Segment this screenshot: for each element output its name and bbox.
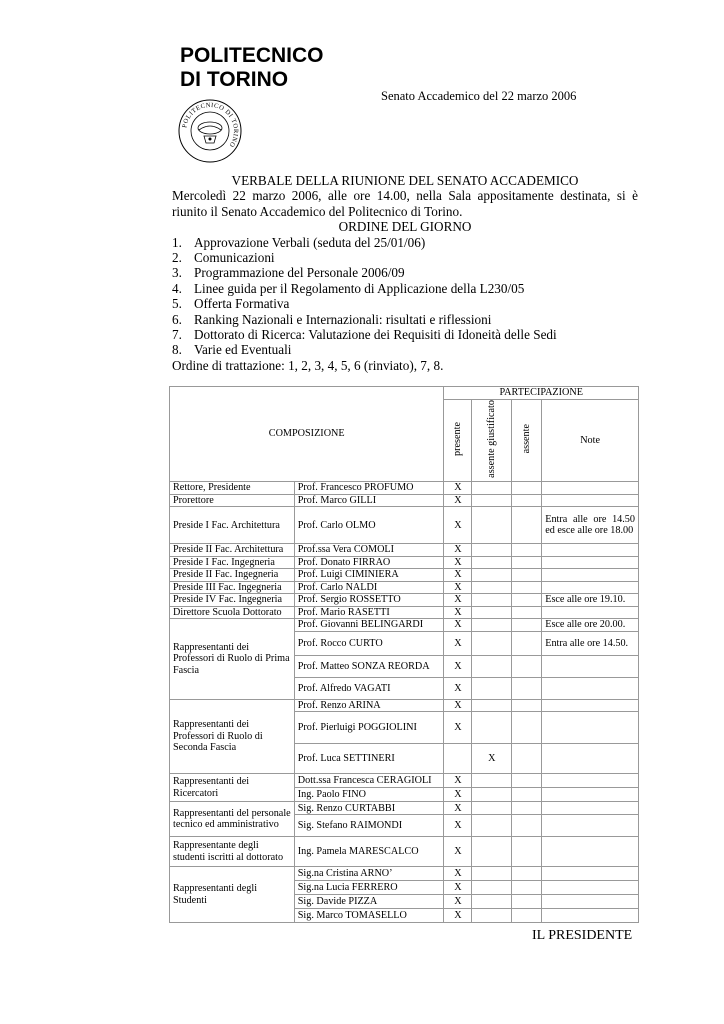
present-cell: X [444, 655, 472, 677]
table-row [170, 619, 639, 632]
note-cell [542, 802, 639, 815]
note-cell [542, 744, 639, 774]
institution-title [180, 44, 324, 92]
justified-cell [472, 482, 512, 495]
justified-cell [472, 712, 512, 744]
note-cell [542, 815, 639, 837]
member-name-cell: Sig. Davide PIZZA [294, 895, 444, 909]
absent-cell [512, 837, 542, 867]
absent-cell [512, 544, 542, 557]
member-name-cell: Prof. Carlo OLMO [294, 507, 444, 544]
agenda-item [172, 342, 638, 357]
absent-cell [512, 631, 542, 655]
member-name-cell: Ing. Paolo FINO [294, 788, 444, 802]
justified-cell [472, 788, 512, 802]
agenda-item-text: Varie ed Eventuali [194, 342, 292, 358]
note-cell [542, 677, 639, 699]
absent-cell [512, 606, 542, 619]
note-cell [542, 909, 639, 923]
role-cell: Prorettore [170, 494, 295, 507]
justified-cell [472, 507, 512, 544]
table-row [170, 594, 639, 607]
role-cell: Preside IV Fac. Ingegneria [170, 594, 295, 607]
member-name-cell: Prof. Renzo ARINA [294, 699, 444, 712]
justified-cell [472, 619, 512, 632]
president-signature: IL PRESIDENTE [532, 928, 633, 943]
agenda-item [172, 312, 638, 327]
agenda-item-number: 7. [172, 327, 182, 343]
absent-cell [512, 699, 542, 712]
note-cell [542, 867, 639, 881]
note-cell: Entra alle ore 14.50 ed esce alle ore 18.00 [542, 507, 639, 544]
present-cell: X [444, 631, 472, 655]
present-cell: X [444, 815, 472, 837]
absent-cell [512, 744, 542, 774]
agenda-list [172, 235, 638, 358]
present-cell: X [444, 494, 472, 507]
agenda-item-number: 2. [172, 250, 182, 266]
table-row [170, 507, 639, 544]
agenda-item [172, 327, 638, 342]
absent-cell [512, 712, 542, 744]
member-name-cell: Prof. Marco GILLI [294, 494, 444, 507]
justified-cell [472, 699, 512, 712]
present-cell [444, 744, 472, 774]
agenda-item [172, 281, 638, 296]
role-cell: Preside II Fac. Architettura [170, 544, 295, 557]
member-name-cell: Prof. Matteo SONZA REORDA [294, 655, 444, 677]
col-notes-header: Note [542, 400, 639, 482]
note-cell [542, 895, 639, 909]
absent-cell [512, 594, 542, 607]
role-cell: Rettore, Presidente [170, 482, 295, 495]
justified-cell [472, 556, 512, 569]
table-row [170, 544, 639, 557]
justified-cell [472, 569, 512, 582]
agenda-order: Ordine di trattazione: 1, 2, 3, 4, 5, 6 (rinviato), 7, 8. [172, 357, 444, 373]
member-name-cell: Ing. Pamela MARESCALCO [294, 837, 444, 867]
agenda-item [172, 235, 638, 250]
table-row [170, 802, 639, 815]
note-cell [542, 494, 639, 507]
agenda-item-text: Approvazione Verbali (seduta del 25/01/06) [194, 234, 426, 250]
absent-cell [512, 815, 542, 837]
col-justified-header: assente giustificato [472, 400, 512, 482]
agenda-item-text: Ranking Nazionali e Internazionali: risultati e riflessioni [194, 311, 492, 327]
table-row [170, 556, 639, 569]
attendance-table [169, 386, 639, 923]
absent-cell [512, 788, 542, 802]
present-cell: X [444, 619, 472, 632]
present-cell: X [444, 881, 472, 895]
absent-cell [512, 556, 542, 569]
agenda-item [172, 265, 638, 280]
role-cell: Preside II Fac. Ingegneria [170, 569, 295, 582]
member-name-cell: Prof. Mario RASETTI [294, 606, 444, 619]
agenda-item-text: Dottorato di Ricerca: Valutazione dei Requisiti di Idoneità delle Sedi [194, 327, 557, 343]
table-row [170, 569, 639, 582]
present-cell: X [444, 712, 472, 744]
table-row [170, 581, 639, 594]
member-name-cell: Sig. Renzo CURTABBI [294, 802, 444, 815]
justified-cell [472, 581, 512, 594]
justified-cell [472, 909, 512, 923]
member-name-cell: Sig.na Cristina ARNO’ [294, 867, 444, 881]
group-role-cell: Rappresentanti dei Professori di Ruolo di Prima Fascia [170, 619, 295, 700]
present-cell: X [444, 788, 472, 802]
agenda-item-number: 4. [172, 280, 182, 296]
agenda-item-number: 5. [172, 296, 182, 312]
table-row [170, 774, 639, 788]
justified-cell [472, 895, 512, 909]
col-absent-header: assente [512, 400, 542, 482]
minutes-body [172, 173, 638, 373]
seal-text: POLITECNICO DI TORINO [181, 101, 240, 149]
member-name-cell: Prof. Luigi CIMINIERA [294, 569, 444, 582]
university-seal-icon [177, 98, 243, 164]
justified-cell [472, 774, 512, 788]
justified-cell [472, 494, 512, 507]
agenda-item-number: 8. [172, 342, 182, 358]
present-cell: X [444, 569, 472, 582]
member-name-cell: Prof. Rocco CURTO [294, 631, 444, 655]
agenda-item-text: Offerta Formativa [194, 296, 290, 312]
present-cell: X [444, 594, 472, 607]
institution-title-line2: DI TORINO [180, 68, 289, 91]
table-row [170, 606, 639, 619]
present-cell: X [444, 581, 472, 594]
justified-cell [472, 655, 512, 677]
note-cell [542, 655, 639, 677]
note-cell: Esce alle ore 20.00. [542, 619, 639, 632]
note-cell [542, 712, 639, 744]
note-cell [542, 569, 639, 582]
group-role-cell: Rappresentanti dei Ricercatori [170, 774, 295, 802]
role-cell: Preside I Fac. Ingegneria [170, 556, 295, 569]
present-cell: X [444, 867, 472, 881]
present-cell: X [444, 895, 472, 909]
group-role-cell: Rappresentante degli studenti iscritti al dottorato [170, 837, 295, 867]
absent-cell [512, 867, 542, 881]
absent-cell [512, 494, 542, 507]
composition-header: COMPOSIZIONE [170, 387, 444, 482]
absent-cell [512, 802, 542, 815]
agenda-item-number: 1. [172, 234, 182, 250]
member-name-cell: Prof. Pierluigi POGGIOLINI [294, 712, 444, 744]
table-row [170, 482, 639, 495]
group-role-cell: Rappresentanti degli Studenti [170, 867, 295, 923]
agenda-item-text: Linee guida per il Regolamento di Applicazione della L230/05 [194, 280, 525, 296]
minutes-paragraph: Mercoledì 22 marzo 2006, alle ore 14.00, nella Sala appositamente destinata, si è riunito il Senato Accademico del Politecnico di Torino. [172, 188, 638, 219]
justified-cell [472, 677, 512, 699]
absent-cell [512, 881, 542, 895]
present-cell: X [444, 837, 472, 867]
absent-cell [512, 482, 542, 495]
present-cell: X [444, 699, 472, 712]
member-name-cell: Prof. Carlo NALDI [294, 581, 444, 594]
justified-cell [472, 837, 512, 867]
member-name-cell: Prof.ssa Vera COMOLI [294, 544, 444, 557]
member-name-cell: Prof. Francesco PROFUMO [294, 482, 444, 495]
meeting-date: Senato Accademico del 22 marzo 2006 [381, 89, 577, 103]
justified-cell: X [472, 744, 512, 774]
note-cell [542, 774, 639, 788]
table-row [170, 867, 639, 881]
absent-cell [512, 774, 542, 788]
member-name-cell: Sig. Marco TOMASELLO [294, 909, 444, 923]
absent-cell [512, 619, 542, 632]
table-row [170, 837, 639, 867]
institution-title-line1: POLITECNICO [180, 44, 324, 67]
agenda-item-number: 3. [172, 265, 182, 281]
justified-cell [472, 867, 512, 881]
role-cell: Preside I Fac. Architettura [170, 507, 295, 544]
member-name-cell: Prof. Sergio ROSSETTO [294, 594, 444, 607]
justified-cell [472, 594, 512, 607]
note-cell [542, 837, 639, 867]
agenda-item [172, 296, 638, 311]
absent-cell [512, 909, 542, 923]
absent-cell [512, 895, 542, 909]
member-name-cell: Prof. Alfredo VAGATI [294, 677, 444, 699]
justified-cell [472, 544, 512, 557]
present-cell: X [444, 606, 472, 619]
member-name-cell: Dott.ssa Francesca CERAGIOLI [294, 774, 444, 788]
member-name-cell: Prof. Donato FIRRAO [294, 556, 444, 569]
note-cell [542, 788, 639, 802]
note-cell [542, 482, 639, 495]
agenda-item-text: Programmazione del Personale 2006/09 [194, 265, 405, 281]
justified-cell [472, 606, 512, 619]
justified-cell [472, 802, 512, 815]
svg-text:POLITECNICO DI TORINO [181, 102, 239, 149]
note-cell [542, 544, 639, 557]
note-cell [542, 556, 639, 569]
group-role-cell: Rappresentanti dei Professori di Ruolo di Seconda Fascia [170, 699, 295, 774]
agenda-item-number: 6. [172, 311, 182, 327]
absent-cell [512, 569, 542, 582]
table-row [170, 494, 639, 507]
present-cell: X [444, 507, 472, 544]
note-cell: Entra alle ore 14.50. [542, 631, 639, 655]
justified-cell [472, 881, 512, 895]
present-cell: X [444, 482, 472, 495]
absent-cell [512, 507, 542, 544]
note-cell [542, 606, 639, 619]
present-cell: X [444, 544, 472, 557]
present-cell: X [444, 677, 472, 699]
present-cell: X [444, 909, 472, 923]
member-name-cell: Prof. Luca SETTINERI [294, 744, 444, 774]
minutes-heading: VERBALE DELLA RIUNIONE DEL SENATO ACCADEMICO [231, 173, 579, 188]
table-row [170, 699, 639, 712]
col-present-header: presente [444, 400, 472, 482]
member-name-cell: Sig.na Lucia FERRERO [294, 881, 444, 895]
note-cell [542, 581, 639, 594]
agenda-heading: ORDINE DEL GIORNO [338, 219, 472, 235]
member-name-cell: Prof. Giovanni BELINGARDI [294, 619, 444, 632]
member-name-cell: Sig. Stefano RAIMONDI [294, 815, 444, 837]
absent-cell [512, 677, 542, 699]
present-cell: X [444, 802, 472, 815]
present-cell: X [444, 774, 472, 788]
participation-header: PARTECIPAZIONE [444, 387, 639, 400]
present-cell: X [444, 556, 472, 569]
note-cell [542, 699, 639, 712]
note-cell [542, 881, 639, 895]
absent-cell [512, 581, 542, 594]
absent-cell [512, 655, 542, 677]
note-cell: Esce alle ore 19.10. [542, 594, 639, 607]
group-role-cell: Rappresentanti del personale tecnico ed amministrativo [170, 802, 295, 837]
agenda-item-text: Comunicazioni [194, 250, 275, 266]
justified-cell [472, 815, 512, 837]
justified-cell [472, 631, 512, 655]
agenda-item [172, 250, 638, 265]
role-cell: Direttore Scuola Dottorato [170, 606, 295, 619]
role-cell: Preside III Fac. Ingegneria [170, 581, 295, 594]
